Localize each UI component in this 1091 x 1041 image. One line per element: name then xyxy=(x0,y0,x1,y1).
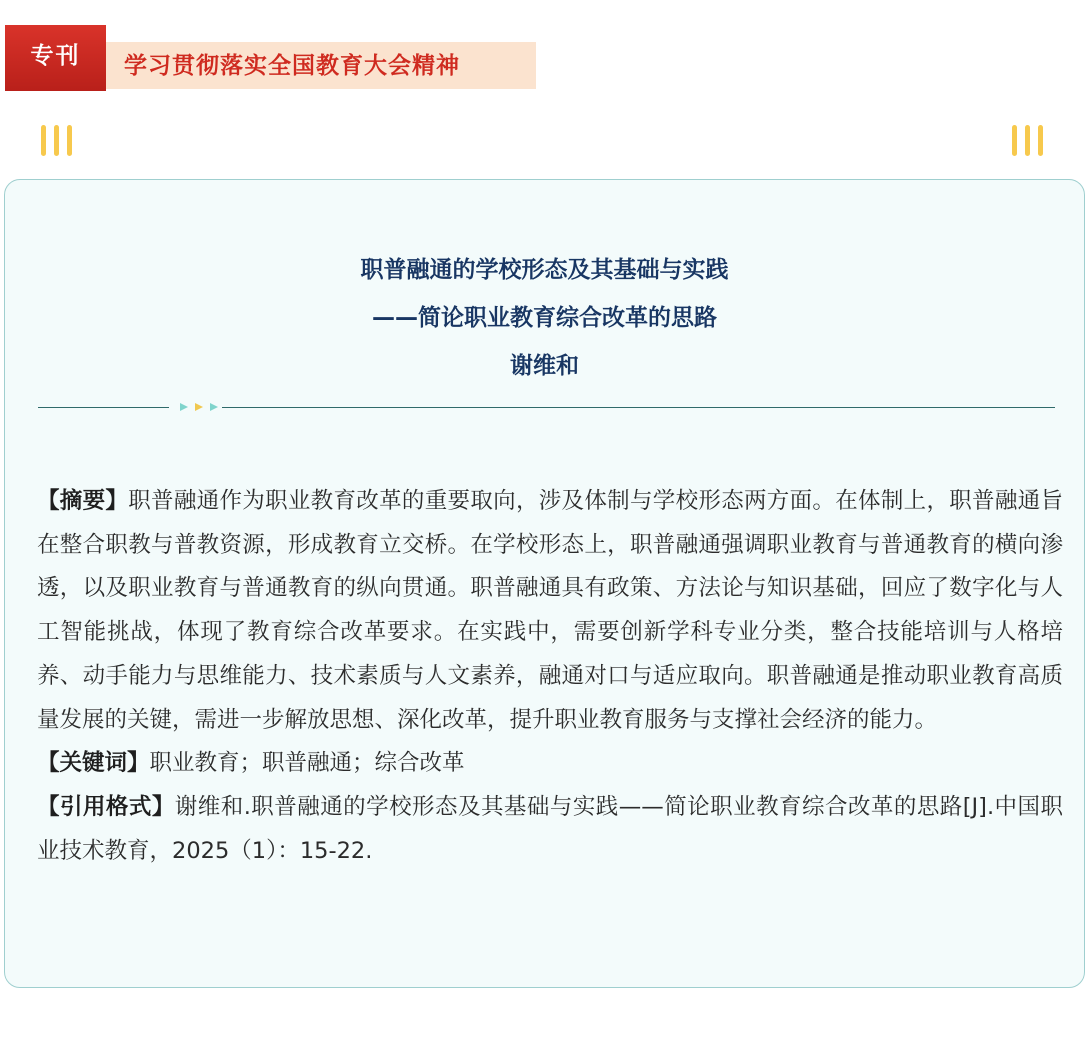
divider-line-left xyxy=(38,407,169,408)
citation-text: 谢维和.职普融通的学校形态及其基础与实践——简论职业教育综合改革的思路[J].中国职业技术教育，2025（1）：15-22. xyxy=(37,793,1063,864)
article-body xyxy=(37,480,1063,873)
divider-line-right xyxy=(222,407,1055,408)
header-banner xyxy=(0,0,540,100)
abstract-paragraph xyxy=(37,480,1063,742)
article-subtitle: ——简论职业教育综合改革的思路 xyxy=(372,305,717,331)
keywords-label: 【关键词】 xyxy=(37,750,150,777)
decor-bars-right xyxy=(1012,125,1051,156)
citation-label: 【引用格式】 xyxy=(37,793,175,820)
keywords-paragraph xyxy=(37,742,1063,786)
article-title: 职普融通的学校形态及其基础与实践 xyxy=(360,257,729,283)
article-card xyxy=(4,179,1085,988)
column-title: 学习贯彻落实全国教育大会精神 xyxy=(124,53,460,79)
column-tag: 专刊 xyxy=(5,25,106,91)
article-heading xyxy=(5,246,1084,390)
keywords-text: 职业教育；职普融通；综合改革 xyxy=(149,750,465,777)
abstract-text: 职普融通作为职业教育改革的重要取向，涉及体制与学校形态两方面。在体制上，职普融通旨在整合职教与普教资源，形成教育立交桥。在学校形态上，职普融通强调职业教育与普通教育的横向渗透，以及职业教育与普通教育的纵向贯通。职普融通具有政策、方法论与知识基础，回应了数字化与人工智能挑战，体现了教育综合改革要求。在实践中，需要创新学科专业分类，整合技能培训与人格培养、动手能力与思维能力、技术素质与人文素养，融通对口与适应取向。职普融通是推动职业教育高质量发展的关键，需进一步解放思想、深化改革，提升职业教育服务与支撑社会经济的能力。 xyxy=(37,488,1063,733)
triangle-icon xyxy=(195,403,203,411)
article-author: 谢维和 xyxy=(510,353,579,379)
triangle-icon xyxy=(180,403,188,411)
citation-paragraph xyxy=(37,786,1063,873)
decor-bars-left xyxy=(41,125,80,156)
abstract-label: 【摘要】 xyxy=(37,488,129,514)
section-divider xyxy=(38,403,1055,413)
triangle-icon xyxy=(210,403,218,411)
